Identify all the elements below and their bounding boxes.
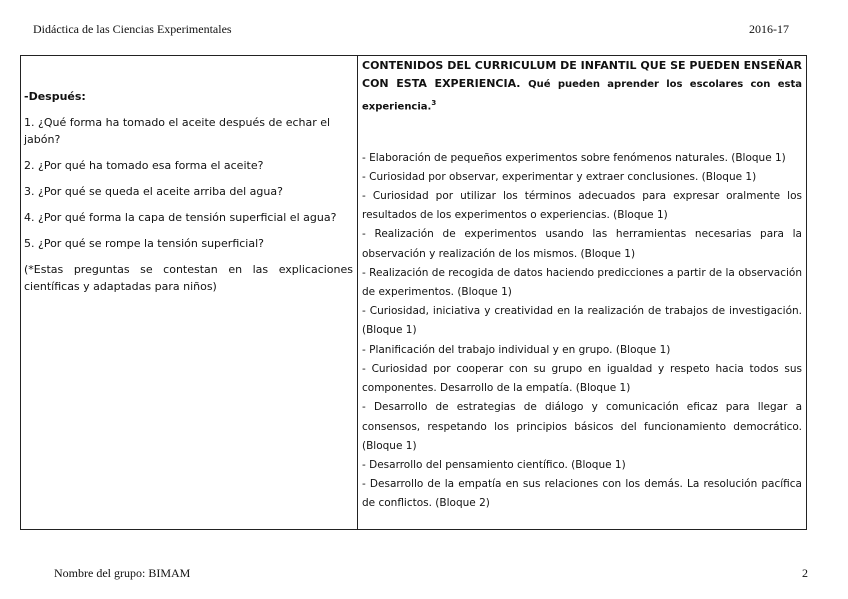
questions-note: (*Estas preguntas se contestan en las explicaciones científicas y adaptadas para niños) — [24, 263, 353, 293]
question-item: 5. ¿Por qué se rompe la tensión superficial? — [24, 237, 264, 250]
questions-heading: -Después: — [24, 90, 86, 103]
curriculum-item: - Elaboración de pequeños experimentos sobre fenómenos naturales. (Bloque 1) — [362, 151, 786, 164]
questions-column — [21, 56, 358, 529]
question-item: 1. ¿Qué forma ha tomado el aceite después de echar el jabón? — [24, 116, 331, 146]
curriculum-item: - Curiosidad por utilizar los términos adecuados para expresar oralmente los resultados de los experimentos o experiencias. (Bloque 1) — [362, 190, 802, 222]
question-item: 2. ¿Por qué ha tomado esa forma el aceite? — [24, 159, 264, 172]
curriculum-item: - Curiosidad por observar, experimentar y extraer conclusiones. (Bloque 1) — [362, 170, 757, 183]
curriculum-item: - Desarrollo del pensamiento científico. (Bloque 1) — [362, 458, 626, 471]
footnote-ref: 3 — [431, 99, 437, 107]
curriculum-item: - Curiosidad por cooperar con su grupo en igualdad y respeto hacia todos sus componentes. Desarrollo de la empatía. (Bloque 1) — [362, 362, 802, 395]
group-name: Nombre del grupo: BIMAM — [54, 566, 191, 580]
document-year: 2016-17 — [749, 22, 789, 36]
curriculum-item: - Realización de recogida de datos haciendo predicciones a partir de la observación de experimentos. (Bloque 1) — [362, 266, 802, 299]
curriculum-heading-main: CONTENIDOS DEL CURRICULUM DE INFANTIL QUE SE PUEDEN ENSEÑAR CON ESTA EXPERIENCIA. — [362, 59, 802, 90]
question-item: 3. ¿Por qué se queda el aceite arriba del agua? — [24, 185, 283, 198]
page-number: 2 — [802, 566, 808, 580]
curriculum-list — [362, 149, 802, 514]
curriculum-item: - Planificación del trabajo individual y en grupo. (Bloque 1) — [362, 343, 671, 356]
curriculum-item: - Curiosidad, iniciativa y creatividad en la realización de trabajos de investigación. (Bloque 1) — [362, 305, 802, 337]
curriculum-item: - Realización de experimentos usando las herramientas necesarias para la observación y realización de los mismos. (Bloque 1) — [362, 228, 802, 260]
curriculum-item: - Desarrollo de la empatía en sus relaciones con los demás. La resolución pacífica de conflictos. (Bloque 2) — [362, 478, 802, 510]
document-course-title: Didáctica de las Ciencias Experimentales — [33, 22, 232, 36]
content-table — [20, 55, 807, 530]
curriculum-heading — [362, 57, 802, 117]
curriculum-column — [358, 56, 806, 529]
question-item: 4. ¿Por qué forma la capa de tensión superficial el agua? — [24, 211, 337, 224]
curriculum-heading-sub: Qué pueden aprender los escolares con esta experiencia. — [362, 79, 802, 113]
curriculum-item: - Desarrollo de estrategias de diálogo y comunicación eficaz para llegar a consensos, respetando los principios básicos del funcionamiento democrático. (Bloque 1) — [362, 401, 802, 452]
